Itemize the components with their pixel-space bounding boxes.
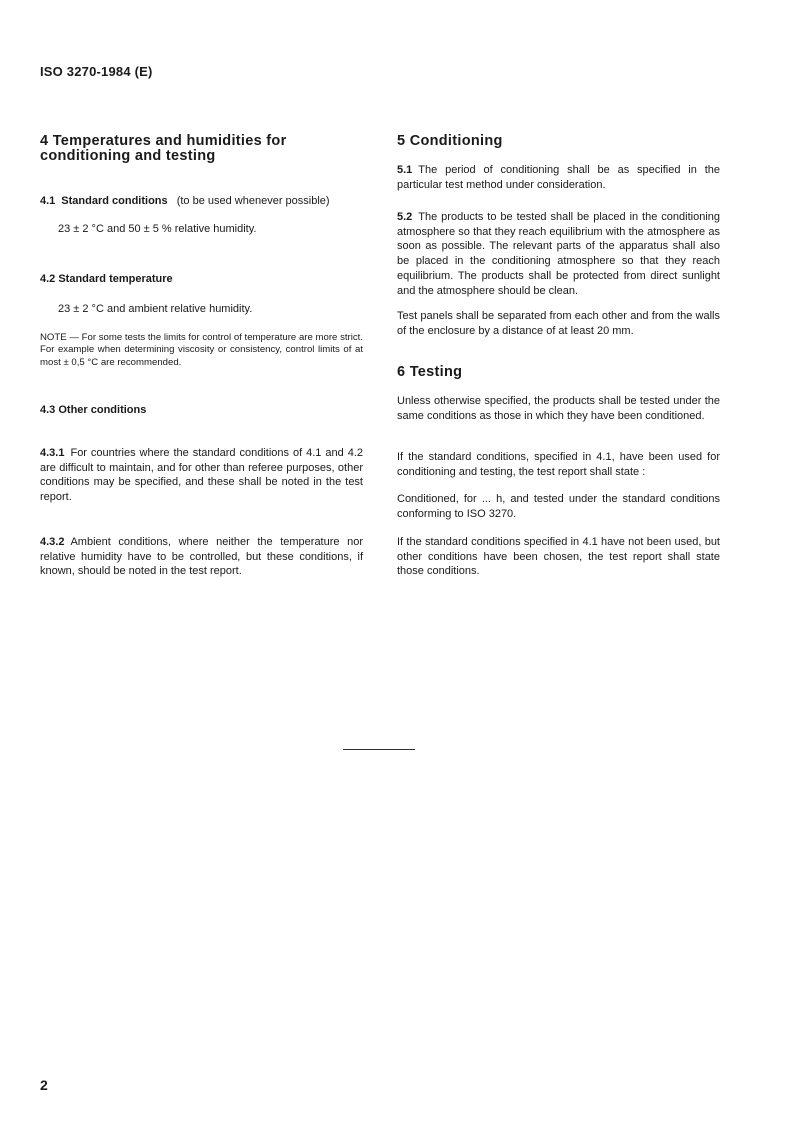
clause-title: Standard conditions: [61, 195, 168, 207]
clause-number: 4.3.1: [40, 447, 65, 459]
section-6-paragraph-4: If the standard conditions specified in 4.1 have not been used, but other conditions have been chosen, the test report shall state those conditions.: [397, 536, 720, 578]
clause-4-3-heading: 4.3 Other conditions: [40, 404, 147, 416]
clause-4-1-heading: [40, 194, 363, 209]
clause-5-2: [397, 210, 720, 298]
section-5-paragraph: Test panels shall be separated from each other and from the walls of the enclosure by a distance of at least 20 mm.: [397, 310, 720, 337]
section-6-paragraph-1: Unless otherwise specified, the products shall be tested under the same conditions as those in which they have been conditioned.: [397, 395, 720, 422]
page-number: 2: [40, 1077, 48, 1093]
clause-text: The products to be tested shall be placed in the conditioning atmosphere so that they reach equilibrium with the atmosphere as soon as possible. The relevant parts of the apparatus shall also be placed in the conditioning atmosphere so that they reach equilibrium. The products shall be protected from direct sunlight and the atmosphere should be clean.: [397, 211, 720, 297]
section-4-title-line1: 4 Temperatures and humidities for: [40, 133, 287, 149]
end-rule: [343, 749, 415, 750]
clause-4-2-note: NOTE — For some tests the limits for control of temperature are more strict. For example when determining viscosity or consistency, control limits of at most ± 0,5 °C are recommended.: [40, 332, 363, 368]
clause-note: (to be used whenever possible): [176, 195, 330, 207]
clause-text: The period of conditioning shall be as specified in the particular test method under consideration.: [397, 164, 720, 191]
section-4-title-line2: conditioning and testing: [40, 148, 216, 164]
clause-5-1: [397, 163, 720, 192]
clause-4-3-1: [40, 446, 363, 505]
clause-number: 4.1: [40, 195, 56, 207]
clause-number: 5.1: [397, 164, 413, 176]
clause-text: Ambient conditions, where neither the temperature nor relative humidity have to be controlled, but these conditions, if known, should be noted in the test report.: [40, 536, 363, 578]
clause-number: 4.3.2: [40, 536, 65, 548]
clause-number: 5.2: [397, 211, 413, 223]
document-header: ISO 3270-1984 (E): [40, 64, 153, 79]
section-6-title: 6 Testing: [397, 364, 463, 380]
clause-4-1-text: 23 ± 2 °C and 50 ± 5 % relative humidity.: [58, 223, 257, 235]
clause-4-2-text: 23 ± 2 °C and ambient relative humidity.: [58, 303, 253, 315]
section-5-title: 5 Conditioning: [397, 133, 503, 149]
section-6-paragraph-2: If the standard conditions, specified in 4.1, have been used for conditioning and testing, the test report shall state :: [397, 451, 720, 478]
section-6-paragraph-3: Conditioned, for ... h, and tested under the standard conditions conforming to ISO 3270.: [397, 493, 720, 520]
clause-4-2-heading: 4.2 Standard temperature: [40, 273, 173, 285]
clause-text: For countries where the standard conditions of 4.1 and 4.2 are difficult to maintain, and for other than referee purposes, other conditions may be specified, and these shall be noted in the test report.: [40, 447, 363, 504]
clause-4-3-2: [40, 535, 363, 579]
